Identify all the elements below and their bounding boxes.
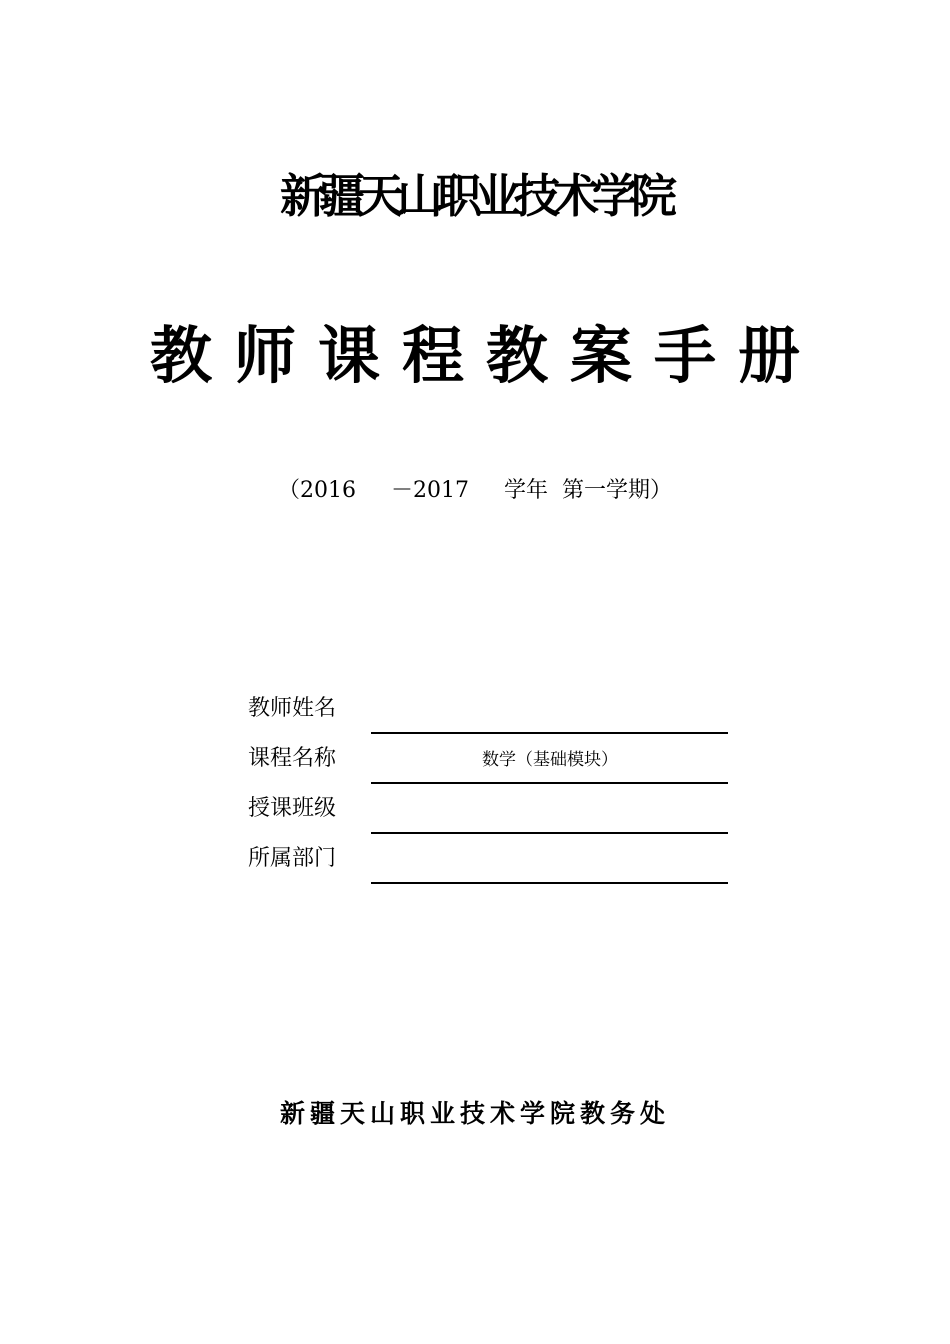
college-name: 新疆天山职业技术学院 [280, 169, 670, 223]
department-underline [371, 882, 728, 884]
academic-affairs-office: 新疆天山职业技术学院教务处 [279, 1099, 670, 1128]
teacher-name-label: 教师姓名 [248, 696, 337, 721]
course-name-value: 数学（基础模块） [482, 750, 618, 770]
academic-term: （2016 －2017 学年 第一学期） [278, 478, 672, 503]
teacher-name-row [248, 684, 728, 734]
course-name-label: 课程名称 [248, 746, 337, 771]
handbook-title: 教师课程教案手册 [149, 319, 822, 392]
class-row [248, 784, 728, 834]
class-label: 授课班级 [248, 796, 337, 821]
course-name-row [248, 734, 728, 784]
department-row [248, 834, 728, 884]
department-label: 所属部门 [248, 846, 337, 871]
